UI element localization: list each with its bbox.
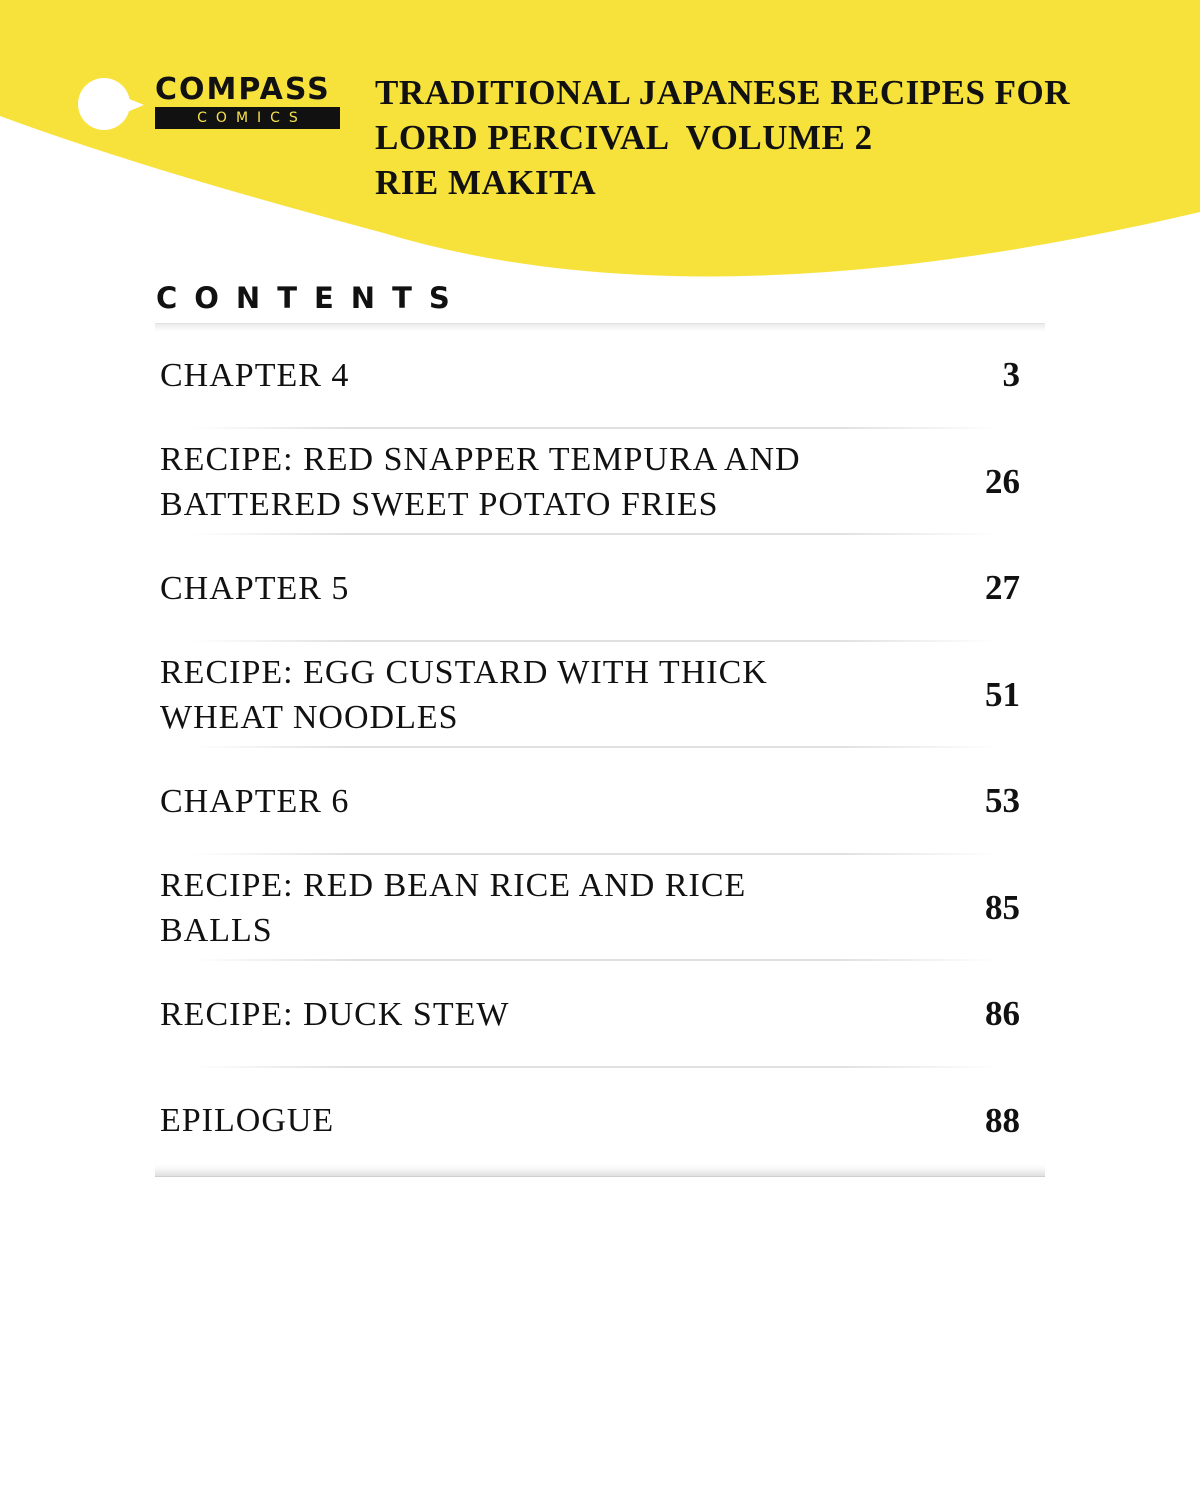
toc-entry-page-number: 27	[985, 568, 1020, 608]
compass-comics-logo	[78, 74, 348, 138]
contents-heading: CONTENTS	[156, 281, 467, 315]
logo-wordmark: COMPASS	[155, 72, 331, 107]
book-title-line-2: LORD PERCIVAL VOLUME 2	[375, 118, 873, 157]
toc-entry[interactable]	[160, 429, 1020, 536]
toc-entry[interactable]	[160, 322, 1020, 429]
table-of-contents	[160, 322, 1020, 1174]
toc-entry[interactable]	[160, 961, 1020, 1068]
toc-entry-page-number: 86	[985, 994, 1020, 1034]
contents-bottom-rule	[155, 1164, 1045, 1177]
toc-entry-page-number: 51	[985, 674, 1020, 714]
toc-entry-title: EPILOGUE	[160, 1102, 335, 1140]
speech-bubble-pointer	[122, 96, 144, 114]
toc-entry-page-number: 85	[985, 887, 1020, 927]
book-author: RIE MAKITA	[375, 163, 597, 202]
toc-entry[interactable]	[160, 748, 1020, 855]
toc-entry[interactable]	[160, 1068, 1020, 1175]
toc-entry[interactable]	[160, 535, 1020, 642]
toc-entry[interactable]	[160, 642, 1020, 749]
toc-entry-page-number: 88	[985, 1100, 1020, 1140]
book-info	[375, 70, 1155, 205]
toc-entry[interactable]	[160, 855, 1020, 962]
toc-entry-title: CHAPTER 6	[160, 782, 350, 820]
toc-entry-page-number: 53	[985, 781, 1020, 821]
toc-entry-title: RECIPE: RED BEAN RICE AND RICE BALLS	[160, 866, 747, 949]
toc-entry-page-number: 26	[985, 461, 1020, 501]
toc-entry-title: RECIPE: EGG CUSTARD WITH THICK WHEAT NOODLES	[160, 653, 768, 736]
toc-entry-title: CHAPTER 5	[160, 569, 350, 607]
toc-entry-title: RECIPE: RED SNAPPER TEMPURA AND BATTERED SWEET POTATO FRIES	[160, 440, 801, 523]
toc-entry-title: RECIPE: DUCK STEW	[160, 995, 510, 1033]
toc-entry-title: CHAPTER 4	[160, 356, 350, 394]
toc-entry-page-number: 3	[1002, 355, 1020, 395]
logo-subtitle: COMICS	[155, 107, 340, 129]
book-title-line-1: TRADITIONAL JAPANESE RECIPES FOR	[375, 73, 1071, 112]
